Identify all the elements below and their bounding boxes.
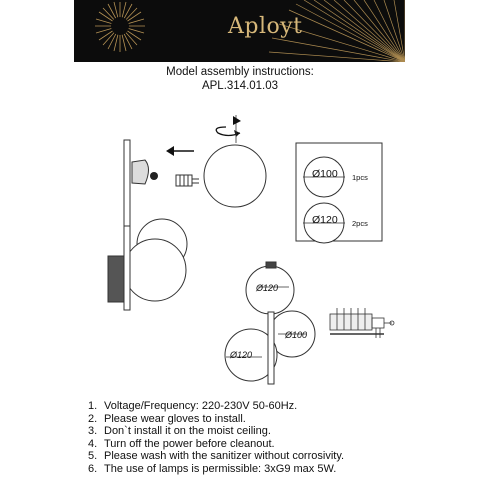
model-code: APL.314.01.03 bbox=[201, 80, 279, 92]
g9-bulb-icon bbox=[176, 175, 199, 186]
insert-arrow-icon bbox=[166, 146, 194, 156]
assembled-lamp bbox=[225, 262, 315, 384]
page-title: Model assembly instructions: bbox=[166, 66, 314, 78]
loose-sphere bbox=[204, 145, 266, 207]
assembled-label-right: Ø100 bbox=[285, 330, 308, 340]
rotate-icon bbox=[216, 115, 241, 143]
instruction-item: 6. The use of lamps is permissible: 3xG9 max 5W. bbox=[88, 462, 337, 475]
brand-logo: Aployt bbox=[228, 14, 303, 39]
assembled-label-top: Ø120 bbox=[256, 283, 279, 293]
screw-dot bbox=[150, 172, 158, 180]
part-qty-120: 2pcs bbox=[352, 219, 368, 228]
instruction-item: 5. Please wash with the sanitizer without corrosivity. bbox=[88, 450, 345, 462]
instruction-item: 1. Voltage/Frequency: 220-230V 50-60Hz. bbox=[88, 400, 298, 412]
instruction-item: 4. Turn off the power before cleanout. bbox=[88, 437, 275, 450]
wiring-diagram bbox=[330, 308, 394, 338]
instructions-list bbox=[88, 400, 478, 475]
lamp-holder bbox=[132, 160, 149, 184]
part-label-100: Ø100 bbox=[312, 168, 338, 180]
sphere-lower bbox=[124, 239, 186, 301]
wall-mount-box bbox=[108, 256, 124, 302]
part-qty-100: 1pcs bbox=[352, 173, 368, 182]
instruction-item: 2. Please wear gloves to install. bbox=[88, 412, 246, 425]
instruction-item: 3. Don`t install it on the moist ceiling. bbox=[88, 425, 271, 437]
part-label-120: Ø120 bbox=[312, 214, 338, 226]
assembled-label-bottom: Ø120 bbox=[230, 350, 253, 360]
